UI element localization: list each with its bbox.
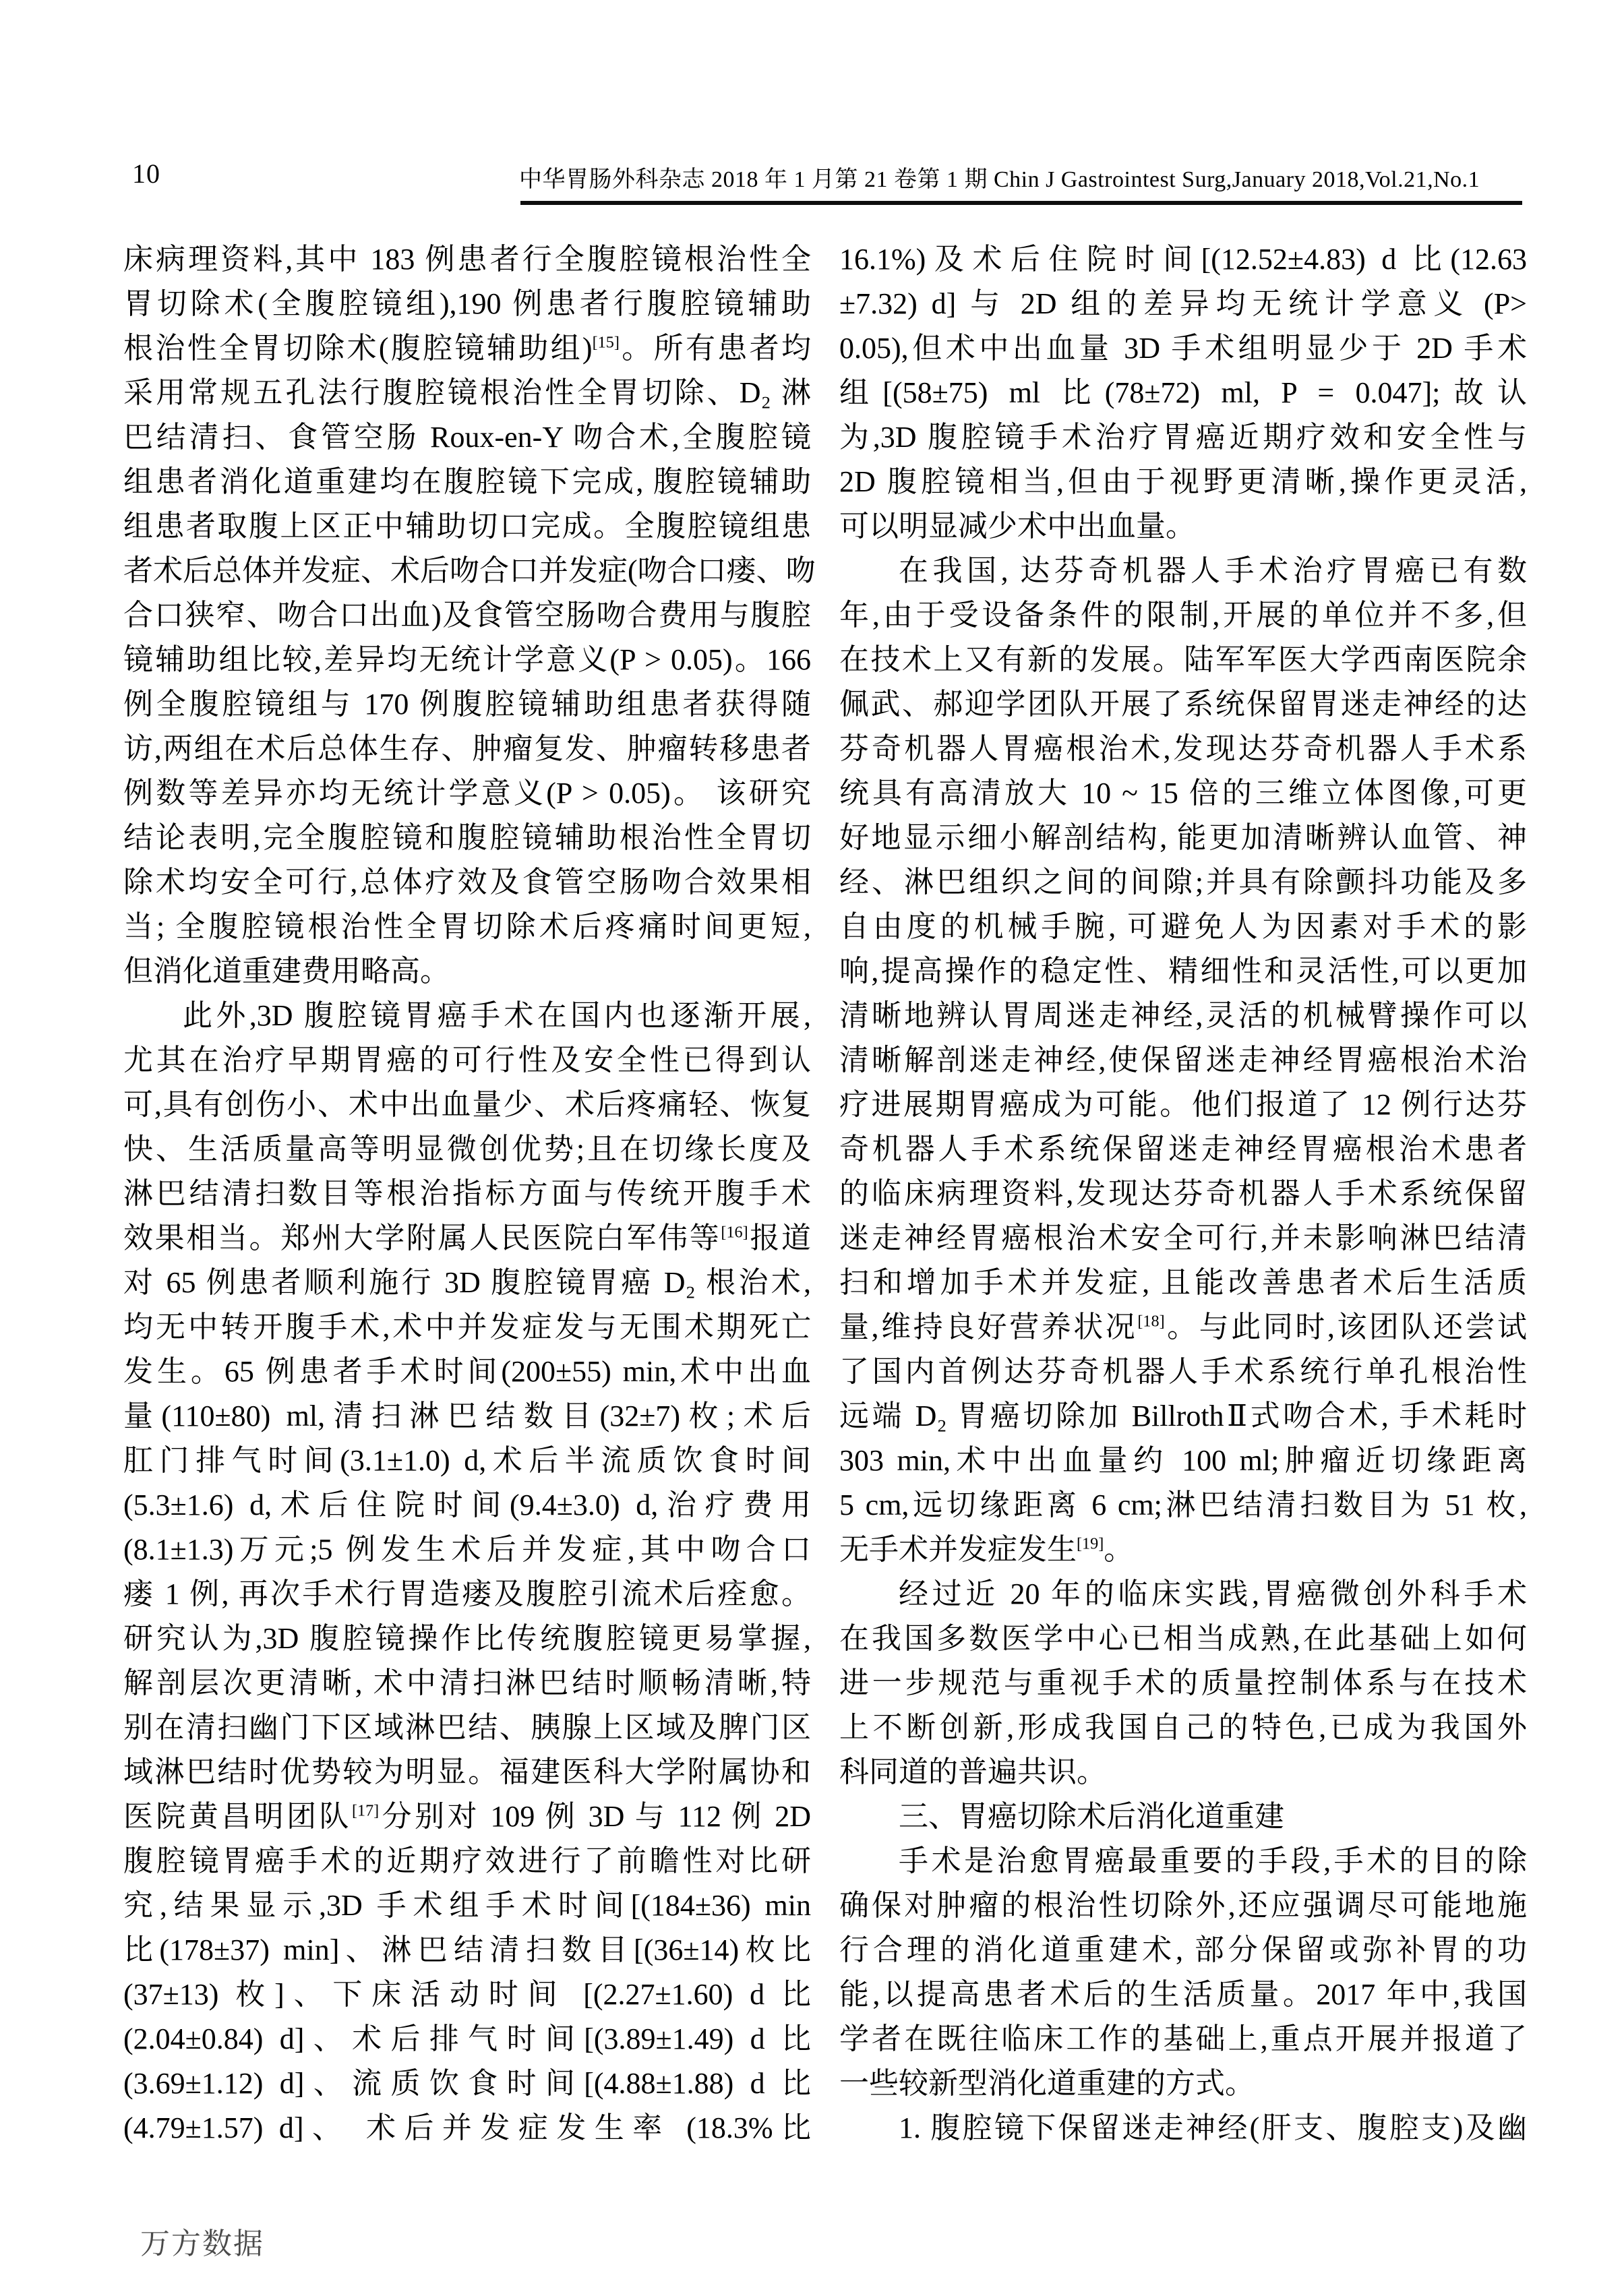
text-line: 效果相当。郑州大学附属人民医院白军伟等[16]报道 (123, 1222, 812, 1255)
text-line: 镜辅助组比较,差异均无统计学意义(P > 0.05)。166 (123, 643, 811, 676)
text-line: 统具有高清放大 10 ~ 15 倍的三维立体图像,可更 (839, 777, 1527, 810)
text-line: 303 min,术中出血量约 100 ml;肿瘤近切缘距离 (839, 1444, 1527, 1477)
text-line: 巴结清扫、食管空肠 Roux-en-Y 吻合术,全腹腔镜 (123, 421, 811, 454)
text-line: 能,以提高患者术后的生活质量。2017 年中,我国 (839, 1978, 1527, 2011)
text-line: 了国内首例达芬奇机器人手术系统行单孔根治性 (839, 1355, 1527, 1388)
text-line: 经过近 20 年的临床实践,胃癌微创外科手术 (899, 1577, 1527, 1610)
text-line: 此外,3D 腹腔镜胃癌手术在国内也逐渐开展, (183, 999, 811, 1032)
text-line: 均无中转开腹手术,术中并发症发与无围术期死亡 (123, 1310, 811, 1344)
text-line: 芬奇机器人胃癌根治术,发现达芬奇机器人手术系 (839, 732, 1527, 765)
text-line: 行合理的消化道重建术, 部分保留或弥补胃的功 (839, 1933, 1527, 1966)
text-line: 扫和增加手术并发症, 且能改善患者术后生活质 (839, 1266, 1527, 1299)
text-line: 除术均安全可行,总体疗效及食管空肠吻合效果相 (123, 866, 811, 899)
text-line: 发生。65 例患者手术时间(200±55) min,术中出血 (123, 1355, 811, 1388)
page-header (0, 155, 1624, 195)
text-line: 在我国多数医学中心已相当成熟,在此基础上如何 (839, 1622, 1527, 1655)
text-line: 一些较新型消化道重建的方式。 (839, 2067, 1255, 2100)
text-line: 年,由于受设备条件的限制,开展的单位并不多,但 (839, 599, 1527, 632)
text-line: 16.1%)及术后住院时间[(12.52±4.83) d 比(12.63 (839, 243, 1527, 276)
text-line: 瘘 1 例, 再次手术行胃造瘘及腹腔引流术后痊愈。 (123, 1577, 811, 1610)
text-line: 无手术并发症发生[19]。 (839, 1533, 1134, 1566)
text-line: 量,维持良好营养状况[18]。与此同时,该团队还尝试 (839, 1310, 1528, 1344)
text-line: 2D 腹腔镜相当,但由于视野更清晰,操作更灵活, (839, 465, 1527, 498)
text-line: (5.3±1.6) d,术后住院时间(9.4±3.0) d,治疗费用 (123, 1488, 811, 1521)
text-line: 确保对肿瘤的根治性切除外,还应强调尽可能地施 (839, 1889, 1527, 1922)
text-line: 响,提高操作的稳定性、精细性和灵活性,可以更加 (839, 955, 1527, 988)
text-line: 量(110±80) ml,清扫淋巴结数目(32±7)枚;术后 (123, 1399, 811, 1432)
wanfang-watermark: 万方数据 (140, 2227, 264, 2260)
text-line: 远端 D₂ 胃癌切除加 BillrothⅡ式吻合术, 手术耗时 (839, 1399, 1527, 1432)
text-line: 进一步规范与重视手术的质量控制体系与在技术 (839, 1666, 1527, 1699)
text-line: 0.05),但术中出血量 3D 手术组明显少于 2D 手术 (839, 332, 1527, 365)
text-line: 组[(58±75) ml 比(78±72) ml, P = 0.047];故认 (839, 376, 1527, 409)
text-line: 手术是治愈胃癌最重要的手段,手术的目的除 (899, 1844, 1527, 1877)
article-body (123, 237, 1529, 2150)
text-line: ±7.32) d] 与 2D 组的差异均无统计学意义 (P> (839, 287, 1527, 320)
text-line: 的临床病理资料,发现达芬奇机器人手术系统保留 (839, 1177, 1527, 1210)
text-line: 在技术上又有新的发展。陆军军医大学西南医院余 (839, 643, 1527, 676)
text-line: 佩武、郝迎学团队开展了系统保留胃迷走神经的达 (839, 688, 1527, 721)
text-line: 可以明显减少术中出血量。 (839, 510, 1195, 543)
text-line: (3.69±1.12) d]、流质饮食时间[(4.88±1.88) d 比 (123, 2067, 811, 2100)
text-line: 访,两组在术后总体生存、肿瘤复发、肿瘤转移患者 (123, 732, 811, 765)
text-line: 迷走神经胃癌根治术安全可行,并未影响淋巴结清 (839, 1222, 1527, 1255)
text-line: 清晰解剖迷走神经,使保留迷走神经胃癌根治术治 (839, 1044, 1527, 1077)
text-line: 者术后总体并发症、术后吻合口并发症(吻合口瘘、吻 (123, 554, 816, 587)
text-line: 医院黄昌明团队[17]分别对 109 例 3D 与 112 例 2D (123, 1800, 812, 1833)
text-line: 当; 全腹腔镜根治性全胃切除术后疼痛时间更短, (123, 910, 811, 943)
text-line: 奇机器人手术系统保留迷走神经胃癌根治术患者 (839, 1133, 1527, 1166)
text-line: 科同道的普遍共识。 (839, 1755, 1106, 1788)
journal-title-line: 中华胃肠外科杂志 2018 年 1 月第 21 卷第 1 期 Chin J Gastrointest Surg,January 2018,Vol.21,No.1 (519, 167, 1480, 192)
text-line: 比(178±37) min]、淋巴结清扫数目[(36±14)枚比 (123, 1933, 811, 1966)
page-number: 10 (132, 158, 160, 189)
text-line: (37±13) 枚]、下床活动时间 [(2.27±1.60) d 比 (123, 1978, 811, 2011)
text-line: 自由度的机械手腕, 可避免人为因素对手术的影 (839, 910, 1527, 943)
text-line: 根治性全胃切除术(腹腔镜辅助组)[15]。所有患者均 (123, 332, 812, 365)
text-line: 组患者消化道重建均在腹腔镜下完成, 腹腔镜辅助 (123, 465, 811, 498)
text-line: 床病理资料,其中 183 例患者行全腹腔镜根治性全 (123, 243, 811, 276)
text-line: (4.79±1.57) d]、 术后并发症发生率 (18.3%比 (123, 2111, 811, 2144)
text-line: 对 65 例患者顺利施行 3D 腹腔镜胃癌 D₂ 根治术, (123, 1266, 811, 1299)
text-line: 合口狭窄、吻合口出血)及食管空肠吻合费用与腹腔 (123, 599, 811, 632)
text-line: 解剖层次更清晰, 术中清扫淋巴结时顺畅清晰,特 (123, 1666, 811, 1699)
header-rule (520, 201, 1522, 205)
text-line: (8.1±1.3)万元;5 例发生术后并发症,其中吻合口 (123, 1533, 811, 1566)
text-line: 5 cm,远切缘距离 6 cm;淋巴结清扫数目为 51 枚, (839, 1488, 1527, 1521)
text-line: 为,3D 腹腔镜手术治疗胃癌近期疗效和安全性与 (839, 421, 1527, 454)
text-line: 尤其在治疗早期胃癌的可行性及安全性已得到认 (123, 1044, 811, 1077)
text-line: 清晰地辨认胃周迷走神经,灵活的机械臂操作可以 (839, 999, 1527, 1032)
text-line: 淋巴结清扫数目等根治指标方面与传统开腹手术 (123, 1177, 811, 1210)
text-line: 可,具有创伤小、术中出血量少、术后疼痛轻、恢复 (123, 1088, 811, 1121)
text-line: 经、淋巴组织之间的间隙;并具有除颤抖功能及多 (839, 866, 1527, 899)
text-line: 快、生活质量高等明显微创优势;且在切缘长度及 (123, 1133, 811, 1166)
text-line: 在我国, 达芬奇机器人手术治疗胃癌已有数 (899, 554, 1527, 587)
text-line: 腹腔镜胃癌手术的近期疗效进行了前瞻性对比研 (123, 1844, 811, 1877)
text-line: 好地显示细小解剖结构, 能更加清晰辨认血管、神 (839, 821, 1527, 854)
text-line: 但消化道重建费用略高。 (123, 955, 450, 988)
left-column (123, 237, 816, 2150)
text-line: 例数等差异亦均无统计学意义(P > 0.05)。 该研究 (123, 777, 811, 810)
text-line: 学者在既往临床工作的基础上,重点开展并报道了 (839, 2022, 1527, 2055)
text-line: 三、胃癌切除术后消化道重建 (899, 1800, 1284, 1833)
text-line: 结论表明,完全腹腔镜和腹腔镜辅助根治性全胃切 (123, 821, 811, 854)
text-line: (2.04±0.84) d]、术后排气时间[(3.89±1.49) d 比 (123, 2022, 811, 2055)
text-line: 组患者取腹上区正中辅助切口完成。全腹腔镜组患 (123, 510, 811, 543)
text-line: 疗进展期胃癌成为可能。他们报道了 12 例行达芬 (839, 1088, 1527, 1121)
text-line: 采用常规五孔法行腹腔镜根治性全胃切除、D₂ 淋 (123, 376, 811, 409)
text-line: 域淋巴结时优势较为明显。福建医科大学附属协和 (123, 1755, 811, 1788)
text-line: 别在清扫幽门下区域淋巴结、胰腺上区域及脾门区 (123, 1711, 811, 1744)
text-line: 研究认为,3D 腹腔镜操作比传统腹腔镜更易掌握, (123, 1622, 811, 1655)
right-column (839, 237, 1527, 2150)
text-line: 肛门排气时间(3.1±1.0) d,术后半流质饮食时间 (123, 1444, 811, 1477)
text-line: 胃切除术(全腹腔镜组),190 例患者行腹腔镜辅助 (123, 287, 811, 320)
text-line: 究,结果显示,3D 手术组手术时间[(184±36) min (123, 1889, 811, 1922)
text-line: 上不断创新,形成我国自己的特色,已成为我国外 (839, 1711, 1527, 1744)
text-line: 1. 腹腔镜下保留迷走神经(肝支、腹腔支)及幽 (899, 2111, 1527, 2144)
text-line: 例全腹腔镜组与 170 例腹腔镜辅助组患者获得随 (123, 688, 811, 721)
